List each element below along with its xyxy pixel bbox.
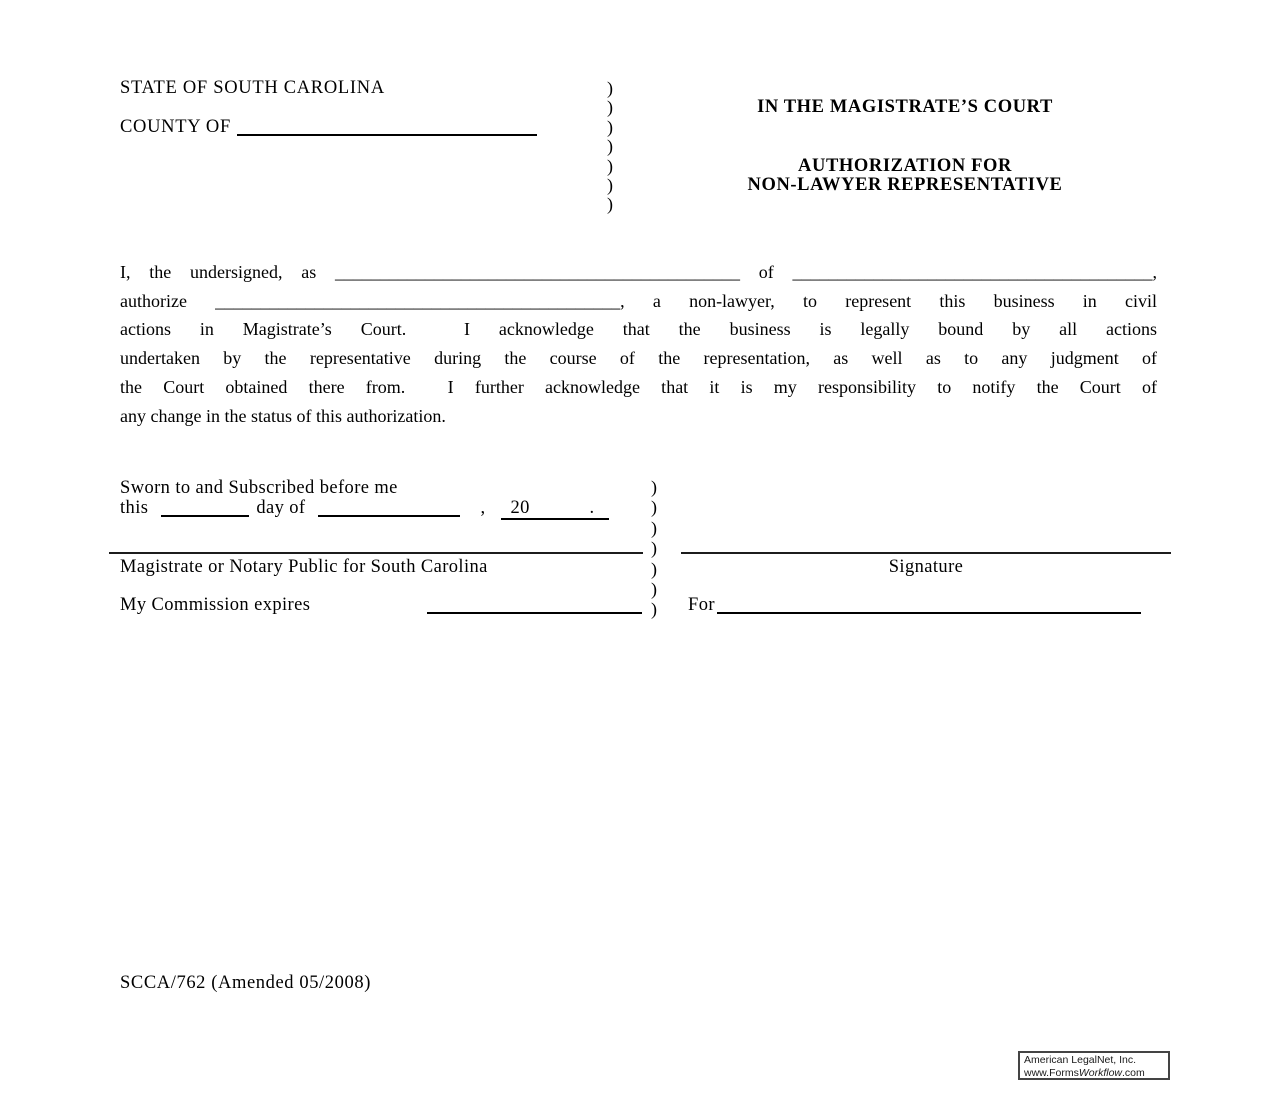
paren-glyph: ) (651, 497, 658, 518)
url-workflow: Workflow (1078, 1066, 1123, 1079)
magistrate-label: Magistrate or Notary Public for South Carolina (120, 557, 488, 577)
comma: , (480, 498, 486, 518)
day-blank-field (161, 501, 249, 517)
this-label: this (120, 498, 149, 518)
form-number: SCCA/762 (Amended 05/2008) (120, 973, 371, 993)
paren-glyph: ) (607, 78, 613, 98)
paren-glyph: ) (651, 538, 658, 559)
month-blank-field (318, 501, 460, 517)
paragraph-line: I, the undersigned, as _____________________________________________ of ________________________________________, (120, 262, 1157, 282)
spacer (120, 98, 600, 117)
paragraph-line: authorize _____________________________________________, a non-lawyer, to represent this business in civil (120, 290, 1157, 311)
court-name: IN THE MAGISTRATE’S COURT (757, 97, 1053, 118)
paragraph-line: actions in Magistrate’s Court. I acknowledge that the business is legally bound by all actions (120, 319, 1157, 340)
paren-glyph: ) (651, 599, 658, 620)
court-title-column (645, 79, 1165, 195)
state-line: STATE OF SOUTH CAROLINA (120, 78, 385, 98)
representative-signature-line (681, 552, 1171, 554)
paragraph-line: undertaken by the representative during the course of the representation, as well as to any judgment of (120, 348, 1157, 369)
magistrate-signature-line (109, 552, 643, 554)
paren-glyph: ) (607, 116, 613, 137)
period: . (589, 498, 595, 518)
paren-glyph: ) (607, 97, 613, 118)
sworn-line: Sworn to and Subscribed before me (120, 478, 398, 498)
authorization-paragraph (120, 258, 1157, 430)
venue-column (120, 79, 600, 137)
paren-glyph: ) (651, 558, 658, 579)
for-blank-field (717, 598, 1141, 614)
paragraph-line: the Court obtained there from. I further acknowledge that it is my responsibility to notify the Court of (120, 376, 1157, 397)
spacer (645, 118, 1165, 137)
date-line (120, 498, 609, 520)
publisher-url (1024, 1067, 1168, 1080)
county-blank-field (237, 120, 537, 136)
document-title-line1: AUTHORIZATION FOR (798, 155, 1012, 176)
url-prefix: www.Forms (1024, 1066, 1079, 1079)
paren-glyph: ) (607, 194, 613, 215)
year-blank-field (501, 498, 609, 520)
day-of-label: day of (256, 498, 306, 518)
publisher-stamp (1018, 1051, 1170, 1080)
spacer (645, 137, 1165, 156)
commission-expiry-blank-field (427, 612, 642, 614)
jurat-block (0, 478, 1275, 638)
paren-glyph: ) (607, 155, 613, 176)
county-line (120, 118, 600, 137)
for-label: For (688, 595, 715, 615)
paren-glyph: ) (651, 517, 658, 538)
paren-glyph: ) (651, 578, 658, 599)
caption-paren-column (607, 79, 613, 215)
signature-label: Signature (888, 557, 964, 577)
url-suffix: .com (1122, 1066, 1145, 1079)
paren-glyph: ) (607, 174, 613, 195)
year-prefix: 20 (510, 498, 530, 518)
document-title-line2: NON-LAWYER REPRESENTATIVE (747, 174, 1063, 195)
for-line (688, 595, 1141, 615)
spacer (645, 79, 1165, 98)
commission-label: My Commission expires (120, 595, 311, 615)
paren-glyph: ) (651, 477, 658, 497)
jurat-paren-column (651, 477, 657, 620)
paragraph-line: any change in the status of this authorization. (120, 405, 446, 426)
county-label: COUNTY OF (120, 116, 231, 137)
publisher-name: American LegalNet, Inc. (1024, 1054, 1137, 1066)
paren-glyph: ) (607, 136, 613, 157)
